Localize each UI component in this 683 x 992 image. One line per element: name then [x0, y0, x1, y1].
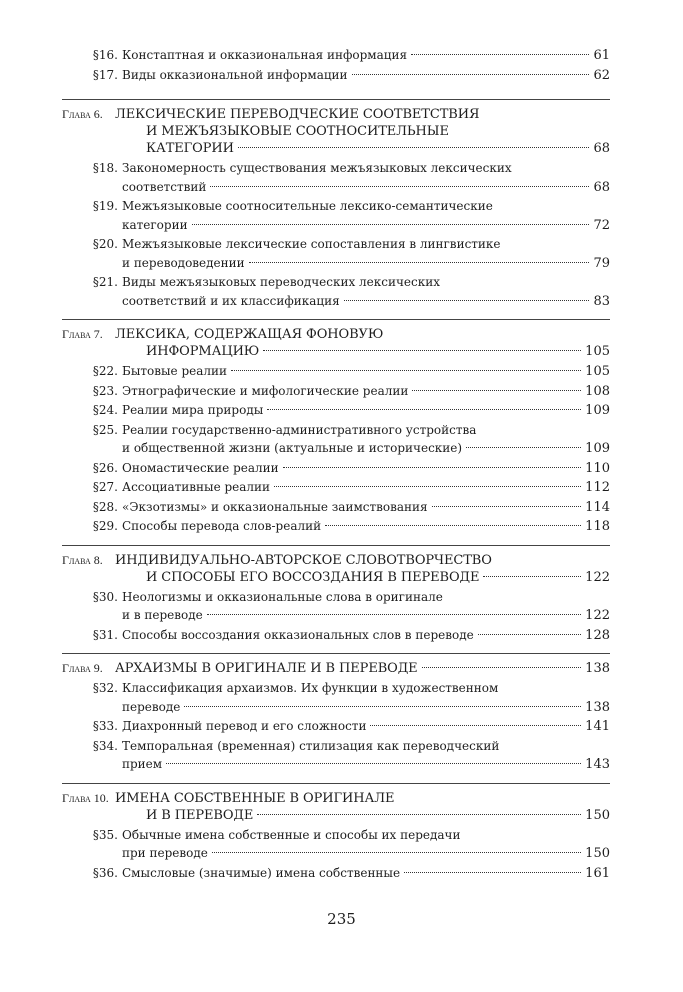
section-page: 109 [585, 441, 610, 456]
section-body [122, 826, 610, 864]
leader-dots [352, 74, 590, 75]
chapter-page: 150 [585, 807, 610, 823]
section-title: Ономастические реалии [122, 460, 279, 475]
chapter-title-line: ЛЕКСИКА, СОДЕРЖАЩАЯ ФОНОВУЮ [115, 327, 384, 342]
section-page: 128 [585, 627, 610, 643]
section-page: 138 [585, 699, 610, 715]
chapter-heading [62, 660, 610, 677]
toc-section [62, 382, 610, 402]
section-title: при переводе [122, 846, 208, 860]
toc-section [62, 159, 610, 197]
section-number: §34. [92, 738, 118, 753]
section-title-last [122, 178, 610, 198]
section-number: §25. [92, 422, 118, 437]
leader-dots [231, 370, 581, 371]
chapter-title-line: И СПОСОБЫ ЕГО ВОССОЗДАНИЯ В ПЕРЕВОДЕ [146, 569, 480, 585]
section-number: §29. [92, 519, 118, 533]
chapter-title-last [146, 343, 610, 360]
chapter-page: 122 [585, 569, 610, 585]
section-title: Виды окказиональной информации [122, 67, 348, 82]
section-page: 72 [593, 217, 610, 233]
toc-section [62, 459, 610, 479]
section-page: 161 [585, 865, 610, 881]
section-number: §35. [92, 827, 118, 842]
chapter-page: 138 [585, 661, 610, 676]
section-title: Констаптная и окказиональная информация [122, 48, 408, 62]
section-title-last [122, 478, 610, 498]
chapter-heading [62, 790, 610, 824]
section-title: категории [122, 217, 188, 232]
section-page: 114 [585, 499, 610, 515]
leader-dots [432, 506, 582, 507]
section-title: соответствий и их классификация [122, 293, 340, 308]
leader-dots [325, 525, 581, 526]
section-page: 112 [585, 480, 610, 495]
section-body [122, 737, 610, 775]
section-title-last [122, 459, 610, 479]
section-title: и переводоведении [122, 255, 245, 270]
section-number: §36. [92, 865, 118, 880]
section-page: 143 [585, 757, 610, 772]
section-number: §30. [92, 589, 118, 604]
section-page: 122 [585, 608, 610, 623]
section-title-line: Неологизмы и окказиональные слова в оригинале [122, 589, 443, 604]
section-title: Способы воссоздания окказиональных слов в переводе [122, 627, 474, 642]
toc-section [62, 864, 610, 884]
chapter-title-line: И МЕЖЪЯЗЫКОВЫЕ СООТНОСИТЕЛЬНЫЕ [146, 124, 449, 139]
section-title-last [122, 362, 610, 382]
section-title-last [122, 517, 610, 537]
toc-chapter [62, 319, 610, 537]
section-title-line: Межъязыковые соотносительные лексико-семантические [122, 199, 493, 213]
toc-section [62, 273, 610, 311]
leader-dots [466, 447, 581, 448]
section-page: 61 [593, 48, 610, 63]
toc-chapter [62, 99, 610, 311]
section-page: 108 [585, 383, 610, 399]
section-body [122, 626, 610, 646]
section-body [122, 864, 610, 884]
section-page: 79 [593, 255, 610, 271]
section-page: 141 [585, 719, 610, 734]
chapter-title-line: ИНФОРМАЦИЮ [146, 344, 260, 359]
leader-dots [370, 725, 581, 726]
section-body [122, 159, 610, 197]
chapter-first-line [62, 326, 610, 343]
section-title-last [122, 292, 610, 312]
chapter-title-last [146, 807, 610, 824]
section-body [122, 273, 610, 311]
chapter-label: Глава 10. [62, 790, 109, 805]
chapter-heading [62, 552, 610, 586]
section-title-line: Реалии государственно-административного устройства [122, 422, 477, 437]
section-number: §21. [92, 275, 118, 289]
section-body [122, 362, 610, 382]
toc-section [62, 401, 610, 421]
chapter-label: Глава 9. [62, 661, 103, 675]
section-title: Бытовые реалии [122, 364, 228, 378]
section-body [122, 235, 610, 273]
table-of-contents [62, 46, 610, 891]
leader-dots [412, 390, 581, 391]
section-number: §18. [92, 161, 118, 175]
section-title-last [122, 439, 610, 459]
section-page: 83 [593, 293, 610, 309]
section-title-last [122, 844, 610, 864]
section-title: и в переводе [122, 608, 203, 622]
chapter-page: 105 [585, 344, 610, 359]
section-title-line: Закономерность существования межъязыковых лексических [122, 161, 512, 175]
toc-section [62, 626, 610, 646]
toc-section [62, 235, 610, 273]
section-title: Ассоциативные реалии [122, 480, 271, 494]
toc-section [62, 362, 610, 382]
chapter-first-line [62, 660, 610, 677]
page-number: 235 [327, 910, 356, 928]
section-page: 150 [585, 846, 610, 861]
toc-section [62, 498, 610, 518]
section-title-last [122, 717, 610, 737]
leader-dots [257, 814, 581, 815]
section-title-line: Классификация архаизмов. Их функции в художественном [122, 681, 499, 695]
section-title: Этнографические и мифологические реалии [122, 383, 409, 398]
leader-dots [411, 54, 589, 55]
section-title: «Экзотизмы» и окказиональные заимствования [122, 499, 428, 514]
section-title-line: Межъязыковые лексические сопоставления в лингвистике [122, 237, 501, 251]
chapter-title-line: ЛЕКСИЧЕСКИЕ ПЕРЕВОДЧЕСКИЕ СООТВЕТСТВИЯ [115, 107, 480, 122]
section-page: 68 [593, 179, 610, 195]
section-page: 110 [585, 460, 610, 476]
toc-section [62, 478, 610, 498]
section-title-last [122, 606, 610, 626]
section-number: §27. [92, 480, 118, 494]
toc-section [62, 737, 610, 775]
section-number: §20. [92, 237, 118, 251]
section-title: Реалии мира природы [122, 403, 264, 417]
chapter-page: 68 [593, 141, 610, 156]
section-title: Смысловые (значимые) имена собственные [122, 865, 401, 880]
chapter-title-line: ИНДИВИДУАЛЬНО-АВТОРСКОЕ СЛОВОТВОРЧЕСТВО [115, 552, 492, 568]
section-title: и общественной жизни (актуальные и исторические) [122, 441, 463, 455]
leader-dots [404, 872, 581, 873]
leader-dots [207, 614, 581, 615]
toc-section [62, 421, 610, 459]
chapter-first-line [62, 106, 610, 123]
toc-chapter [62, 783, 610, 884]
section-number: §28. [92, 499, 118, 514]
leader-dots [263, 350, 581, 351]
toc-chapter [62, 653, 610, 775]
section-body [122, 401, 610, 421]
section-body [122, 679, 610, 717]
section-number: §32. [92, 681, 118, 695]
toc-section [62, 588, 610, 626]
section-page: 62 [593, 67, 610, 83]
toc-section [62, 66, 610, 86]
section-title-last [122, 216, 610, 236]
toc-section [62, 197, 610, 235]
toc-section [62, 46, 610, 66]
section-title: Диахронный перевод и его сложности [122, 719, 367, 733]
toc-section [62, 679, 610, 717]
section-number: §19. [92, 199, 118, 213]
chapter-heading [62, 106, 610, 157]
chapter-title-last [115, 660, 610, 677]
chapter-first-line [62, 552, 610, 569]
chapter-title-line: ИМЕНА СОБСТВЕННЫЕ В ОРИГИНАЛЕ [115, 790, 395, 806]
section-number: §26. [92, 460, 118, 475]
leader-dots [249, 262, 590, 263]
chapter-label: Глава 6. [62, 107, 103, 121]
chapters-list [62, 99, 610, 883]
leader-dots [192, 224, 590, 225]
section-page: 109 [585, 403, 610, 418]
chapter-first-line [62, 790, 610, 807]
section-body [122, 197, 610, 235]
section-body [122, 717, 610, 737]
chapter-label: Глава 8. [62, 552, 103, 567]
section-title-line: Обычные имена собственные и способы их передачи [122, 827, 461, 842]
section-title: прием [122, 757, 163, 771]
section-body [122, 382, 610, 402]
leader-dots [184, 706, 581, 707]
toc-chapter [62, 545, 610, 646]
chapter-title-line: И В ПЕРЕВОДЕ [146, 807, 254, 823]
section-title: соответствий [122, 179, 207, 194]
section-title-line: Виды межъязыковых переводческих лексических [122, 275, 441, 289]
section-number: §22. [92, 364, 118, 378]
section-page: 118 [585, 519, 610, 534]
chapter-heading [62, 326, 610, 360]
leader-dots [210, 186, 589, 187]
section-title-last [122, 698, 610, 718]
section-title-last [122, 382, 610, 402]
section-body [122, 459, 610, 479]
section-body [122, 478, 610, 498]
chapter-title-last [146, 140, 610, 157]
leader-dots [212, 852, 581, 853]
chapter-title-last [146, 569, 610, 586]
leader-dots [283, 467, 582, 468]
pre-sections [62, 46, 610, 85]
section-title-line: Темпоральная (временная) стилизация как переводческий [122, 738, 500, 753]
section-body [122, 421, 610, 459]
section-title-last [122, 401, 610, 421]
chapter-label: Глава 7. [62, 327, 103, 341]
section-number: §16. [92, 48, 118, 62]
section-body [122, 517, 610, 537]
leader-dots [344, 300, 590, 301]
chapter-title-line: АРХАИЗМЫ В ОРИГИНАЛЕ И В ПЕРЕВОДЕ [115, 661, 418, 676]
section-title-last [122, 498, 610, 518]
section-body [122, 588, 610, 626]
toc-section [62, 717, 610, 737]
section-page: 105 [585, 364, 610, 379]
toc-section [62, 826, 610, 864]
toc-section [62, 517, 610, 537]
section-title-last [122, 626, 610, 646]
leader-dots [483, 576, 581, 577]
section-number: §33. [92, 719, 118, 733]
section-title-last [122, 755, 610, 775]
leader-dots [422, 667, 582, 668]
section-title-last [122, 254, 610, 274]
leader-dots [166, 763, 581, 764]
section-title: переводе [122, 699, 181, 714]
leader-dots [478, 634, 581, 635]
section-number: §23. [92, 383, 118, 398]
section-number: §17. [92, 67, 118, 82]
section-number: §31. [92, 627, 118, 642]
section-title-last [122, 864, 610, 884]
section-body [122, 498, 610, 518]
chapter-title-line: КАТЕГОРИИ [146, 141, 234, 156]
leader-dots [238, 147, 590, 148]
leader-dots [274, 486, 581, 487]
leader-dots [267, 409, 581, 410]
section-number: §24. [92, 403, 118, 417]
section-title: Способы перевода слов-реалий [122, 519, 322, 533]
